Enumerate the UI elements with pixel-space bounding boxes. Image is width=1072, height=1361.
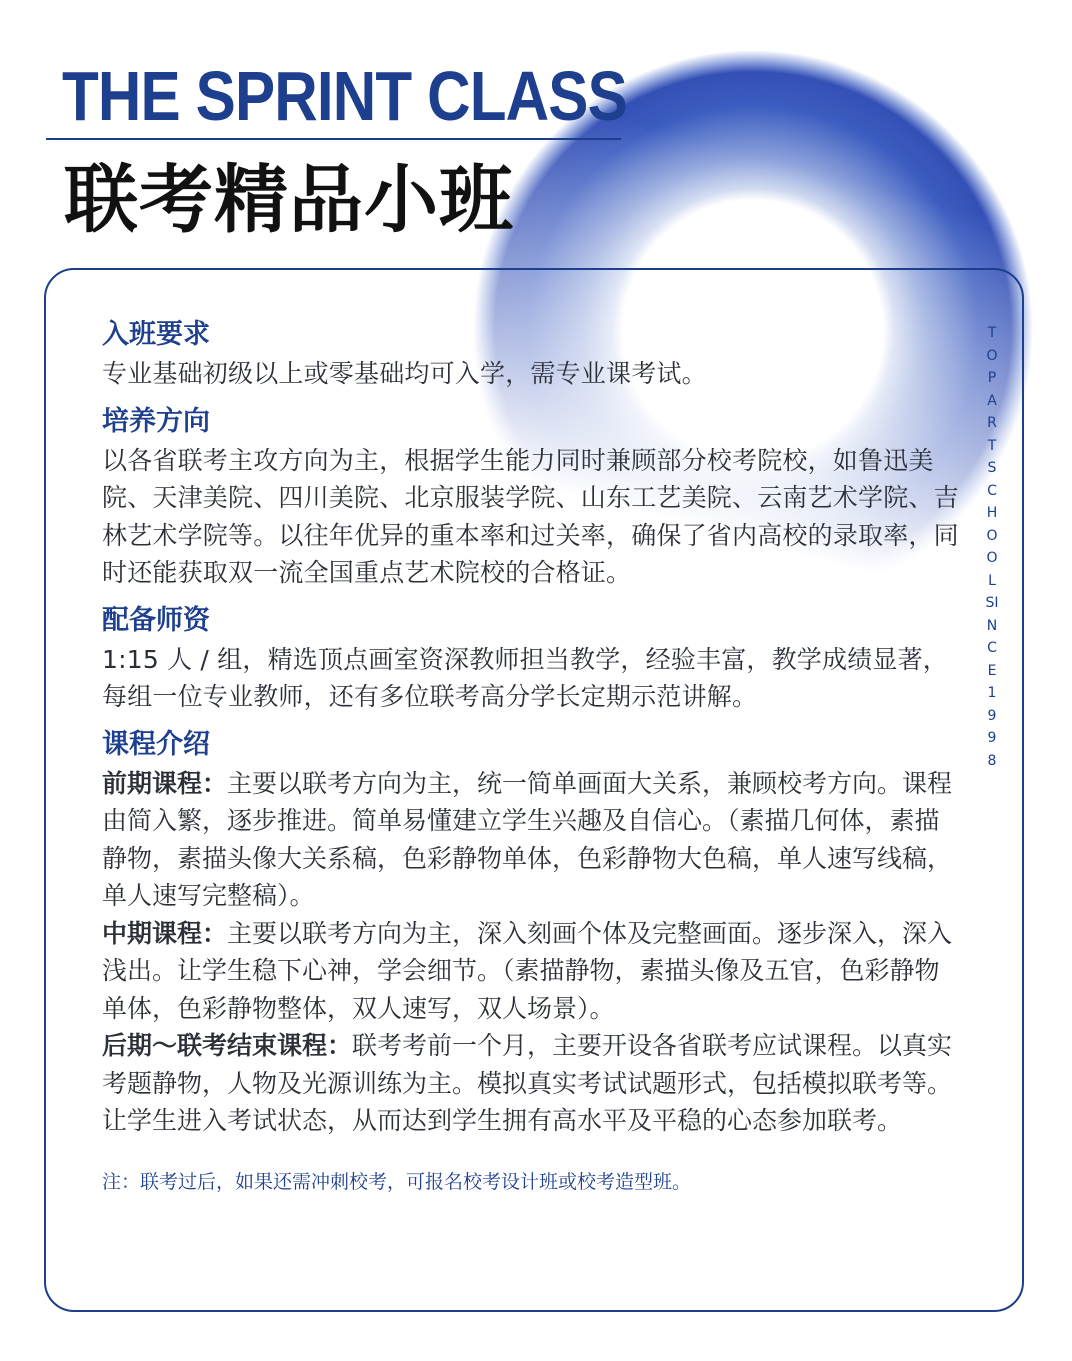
chinese-title: 联考精品小班	[64, 157, 514, 243]
section-title-requirement: 入班要求	[102, 319, 210, 350]
course-late	[102, 1027, 962, 1140]
section-body-direction: 以各省联考主攻方向为主，根据学生能力同时兼顾部分校考院校，如鲁迅美院、天津美院、四川美院、北京服装学院、山东工艺美院、云南艺术学院、吉林艺术学院等。以往年优异的重本率和过关率，确保了省内高校的录取率，同时还能获取双一流全国重点艺术院校的合格证。	[102, 445, 959, 587]
section-title-teachers: 配备师资	[102, 604, 210, 636]
section-title-courses: 课程介绍	[102, 728, 210, 760]
course-early-label: 前期课程：	[102, 768, 228, 798]
english-title: THE SPRINT CLASS	[62, 57, 627, 135]
section-teachers	[102, 604, 962, 716]
course-middle	[102, 915, 962, 1028]
course-early	[102, 765, 962, 915]
course-middle-text: 主要以联考方向为主，深入刻画个体及完整画面。逐步深入，深入浅出。让学生稳下心神，学会细节。（素描静物，素描头像及五官，色彩静物单体，色彩静物整体，双人速写，双人场景）。	[102, 918, 953, 1023]
section-body-requirement: 专业基础初级以上或零基础均可入学，需专业课考试。	[102, 359, 707, 388]
card-content	[102, 318, 962, 1196]
footnote: 注：联考过后，如果还需冲刺校考，可报名校考设计班或校考造型班。	[102, 1170, 692, 1193]
section-title-direction: 培养方向	[102, 405, 210, 437]
course-late-label: 后期～联考结束课程：	[102, 1031, 353, 1060]
vertical-side-text: TOP ART SCHOOL SINCE 1998	[985, 325, 999, 769]
title-divider	[46, 138, 621, 140]
course-early-text: 主要以联考方向为主，统一简单画面大关系，兼顾校考方向。课程由简入繁，逐步推进。简单易懂建立学生兴趣及自信心。（素描几何体，素描静物，素描头像大关系稿，色彩静物单体，色彩静物大色稿，单人速写线稿，单人速写完整稿）。	[102, 768, 953, 910]
course-late-text: 联考考前一个月，主要开设各省联考应试课程。以真实考题静物，人物及光源训练为主。模拟真实考试试题形式，包括模拟联考等。让学生进入考试状态，从而达到学生拥有高水平及平稳的心态参加联考。	[102, 1031, 953, 1135]
section-body-teachers: 1:15 人 / 组，精选顶点画室资深教师担当教学，经验丰富，教学成绩显著，每组一位专业教师，还有多位联考高分学长定期示范讲解。	[102, 644, 949, 711]
section-courses	[102, 728, 962, 1140]
section-requirement	[102, 318, 962, 393]
section-direction	[102, 405, 962, 592]
course-middle-label: 中期课程：	[102, 918, 228, 948]
